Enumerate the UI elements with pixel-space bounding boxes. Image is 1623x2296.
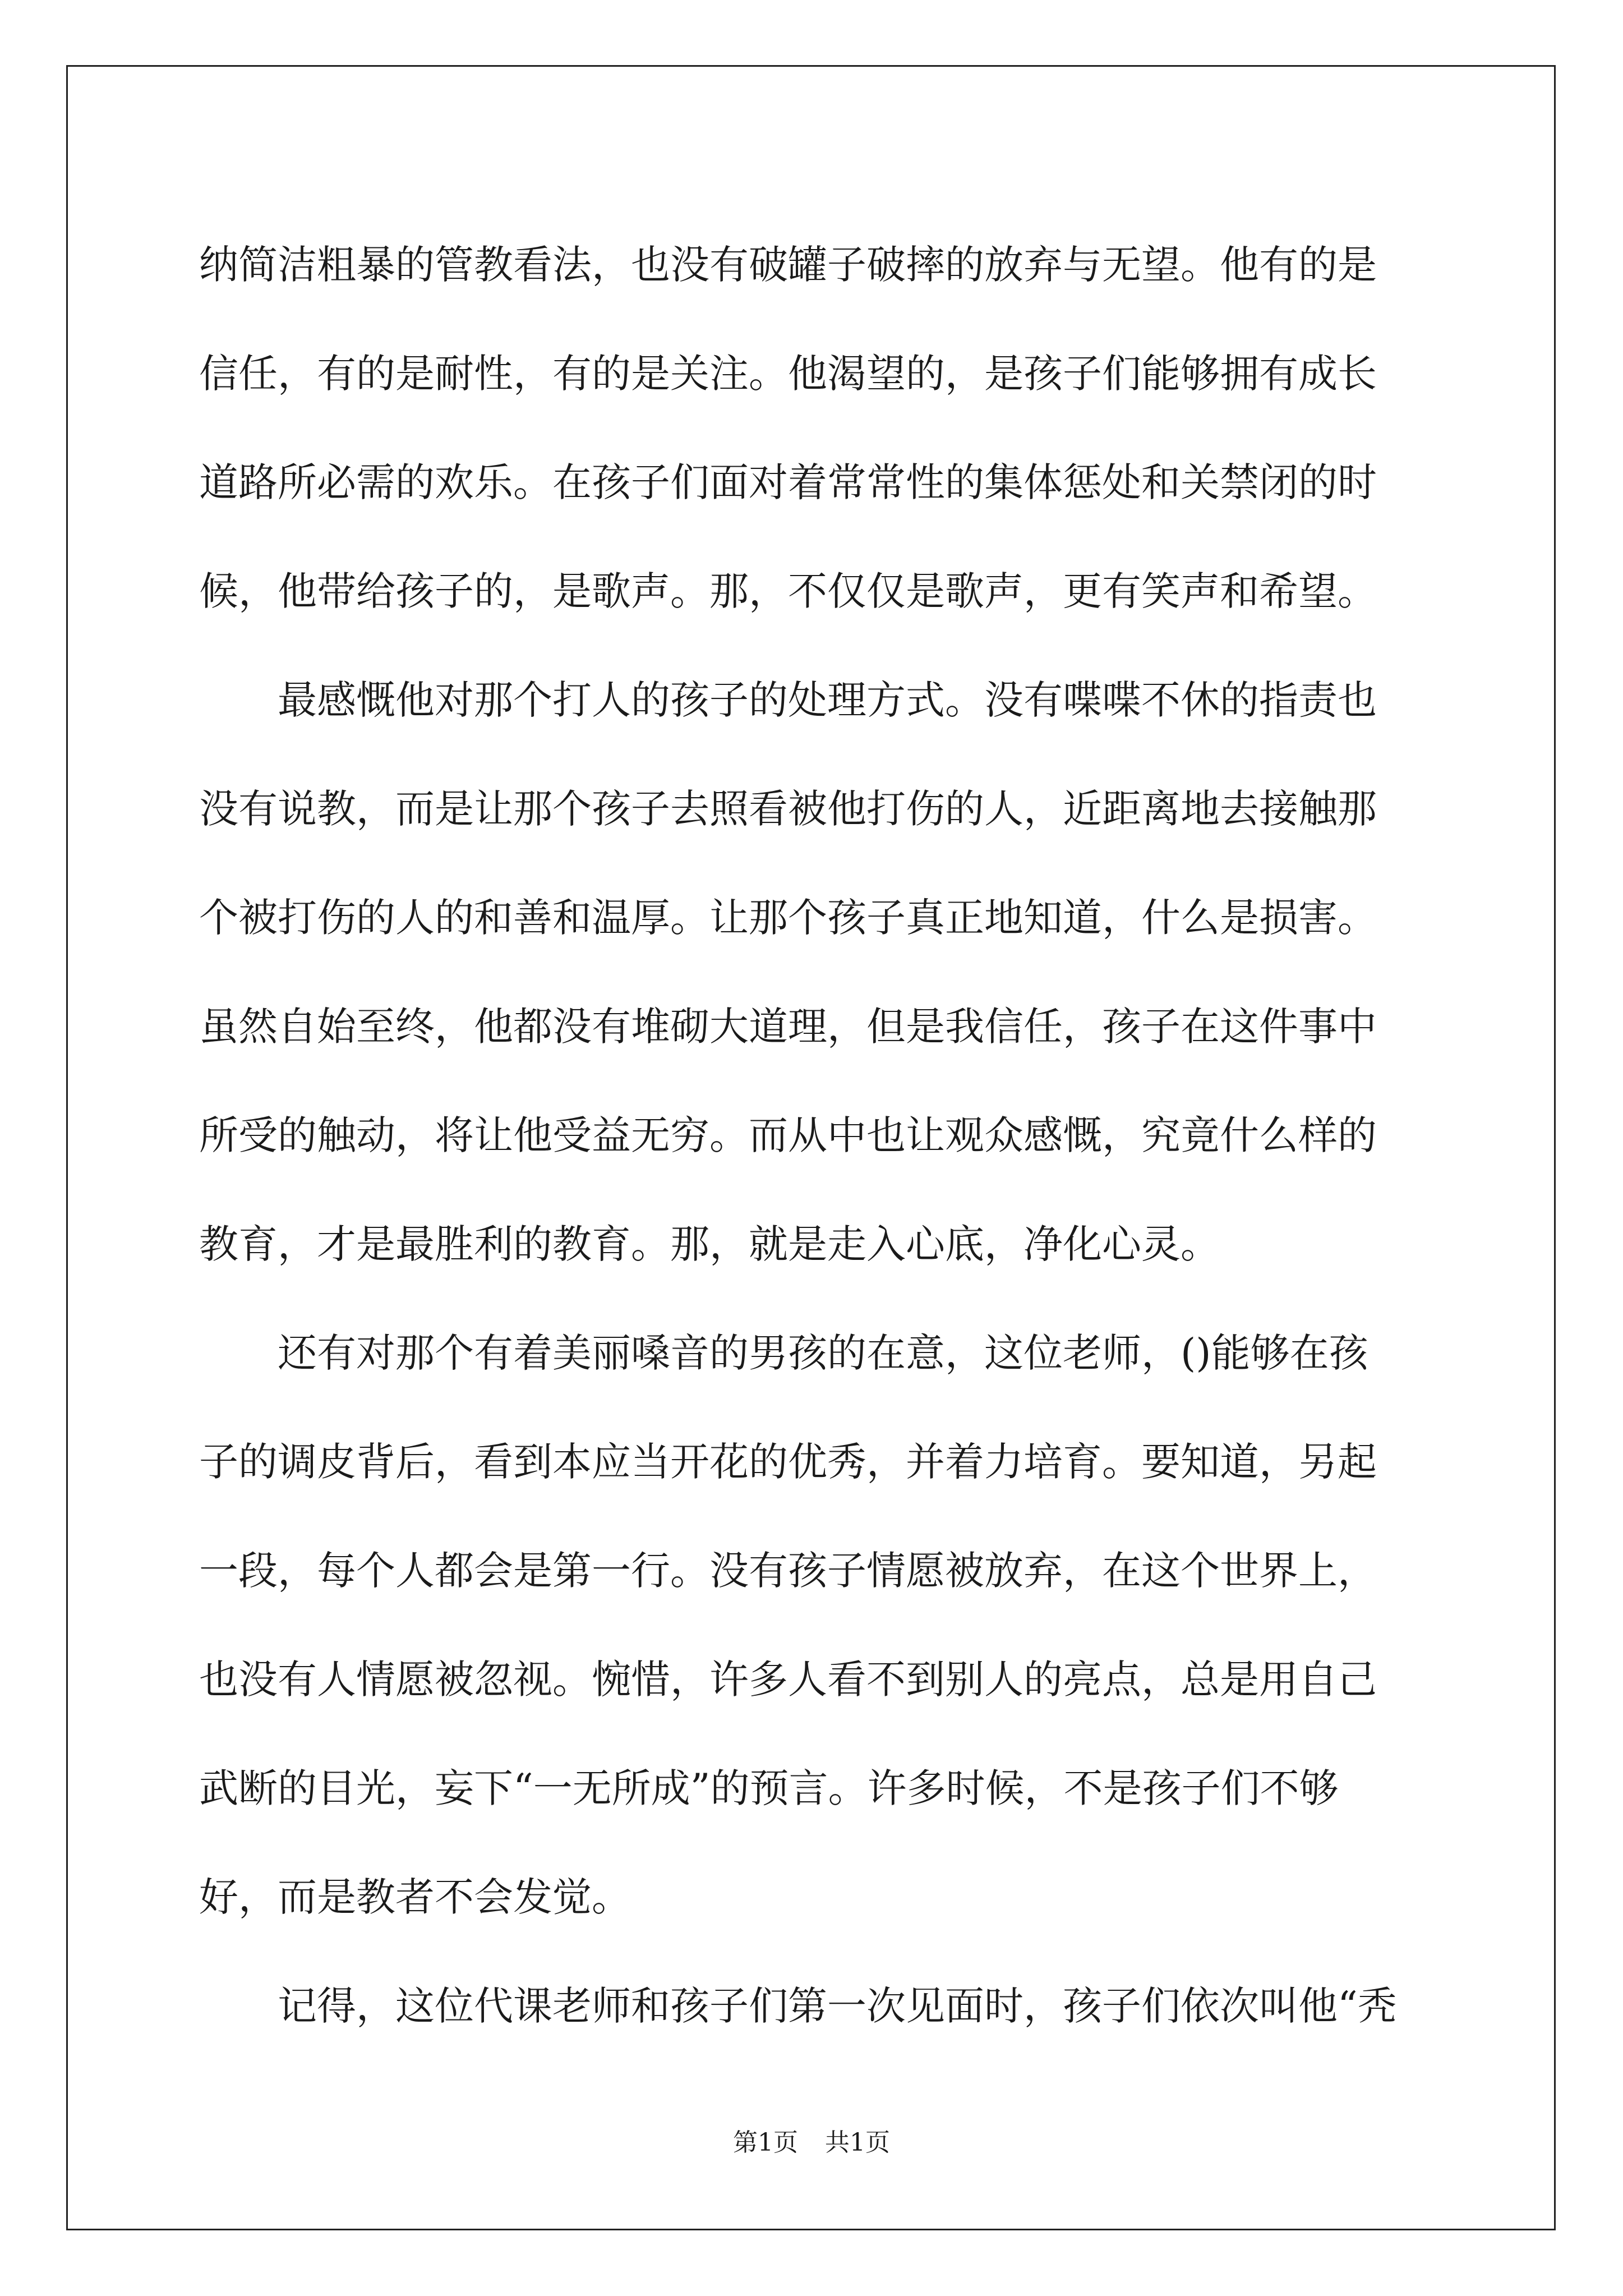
- page-number-total: 共1页: [825, 2128, 890, 2157]
- page-number-current: 第1页: [733, 2128, 798, 2157]
- text-line: 所受的触动，将让他受益无穷。而从中也让观众感慨，究竟什么样的: [199, 1112, 1377, 1158]
- text-line: 候，他带给孩子的，是歌声。那，不仅仅是歌声，更有笑声和希望。: [199, 568, 1377, 614]
- text-line: 子的调皮背后，看到本应当开花的优秀，并着力培育。要知道，另起: [199, 1439, 1377, 1485]
- text-line: 记得，这位代课老师和孩子们第一次见面时，孩子们依次叫他“秃: [278, 1983, 1397, 2029]
- text-line: 一段，每个人都会是第一行。没有孩子情愿被放弃，在这个世界上，: [199, 1548, 1377, 1594]
- text-line: 道路所必需的欢乐。在孩子们面对着常常性的集体惩处和关禁闭的时: [199, 459, 1377, 505]
- text-line: 个被打伤的人的和善和温厚。让那个孩子真正地知道，什么是损害。: [199, 895, 1377, 941]
- page-footer: [0, 2126, 1623, 2160]
- text-line: 没有说教，而是让那个孩子去照看被他打伤的人，近距离地去接触那: [199, 786, 1377, 832]
- text-line: 信任，有的是耐性，有的是关注。他渴望的，是孩子们能够拥有成长: [199, 351, 1377, 397]
- text-line: 纳简洁粗暴的管教看法，也没有破罐子破摔的放弃与无望。他有的是: [199, 242, 1377, 288]
- text-line: 教育，才是最胜利的教育。那，就是走入心底，净化心灵。: [199, 1221, 1220, 1267]
- text-line: 武断的目光，妄下“一无所成”的预言。许多时候，不是孩子们不够: [199, 1765, 1339, 1811]
- document-body: [199, 210, 1422, 2060]
- text-line: 最感慨他对那个打人的孩子的处理方式。没有喋喋不休的指责也: [278, 677, 1377, 723]
- text-line: 还有对那个有着美丽嗓音的男孩的在意，这位老师，()能够在孩: [278, 1330, 1368, 1376]
- text-line: 也没有人情愿被忽视。惋惜，许多人看不到别人的亮点，总是用自己: [199, 1657, 1377, 1703]
- text-line: 虽然自始至终，他都没有堆砌大道理，但是我信任，孩子在这件事中: [199, 1004, 1377, 1050]
- text-line: 好，而是教者不会发觉。: [199, 1874, 631, 1920]
